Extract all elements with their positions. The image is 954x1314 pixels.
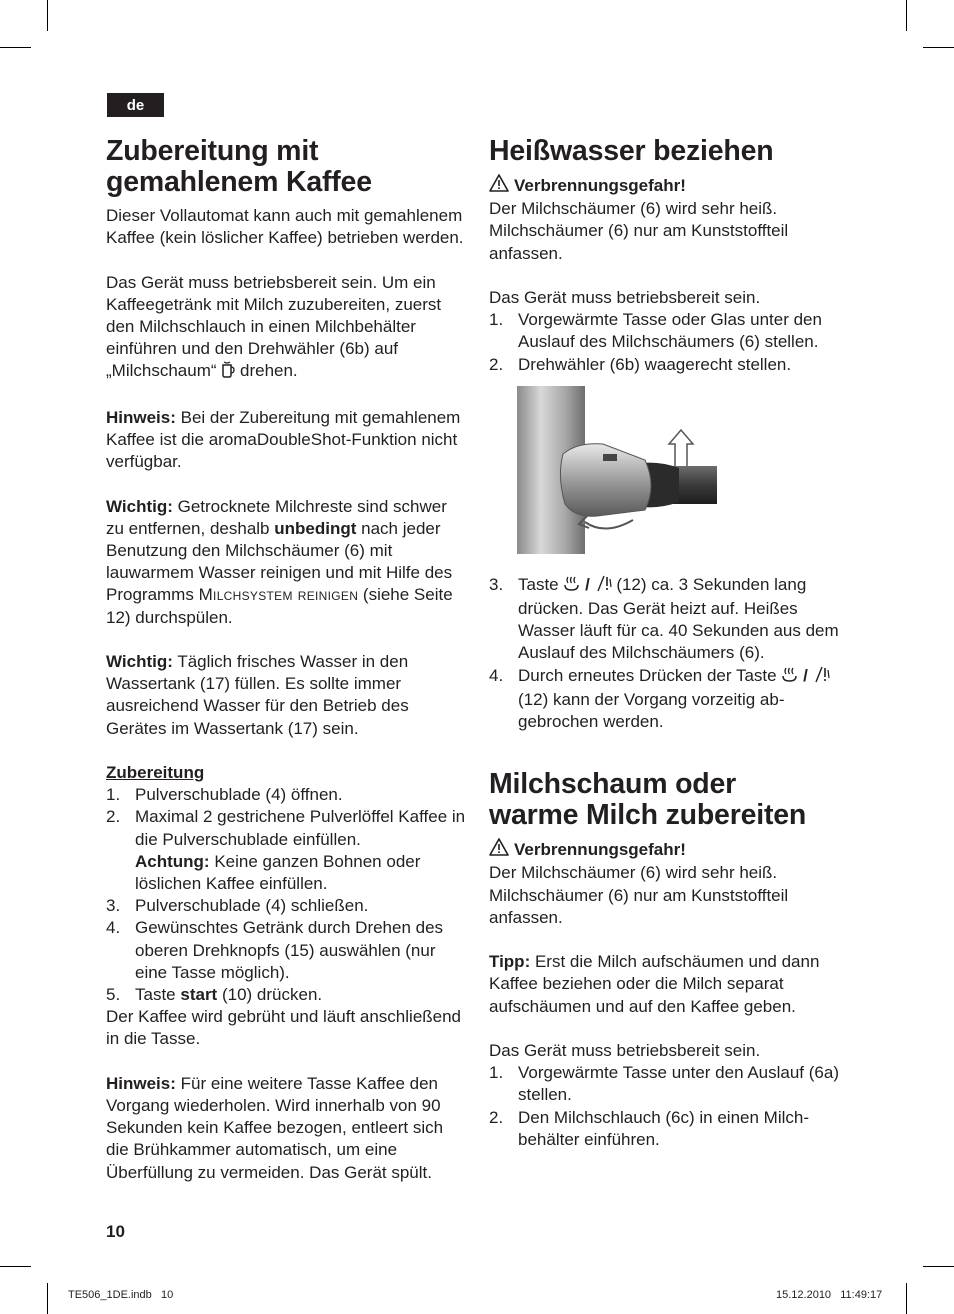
- caution-label: Achtung:: [135, 851, 210, 871]
- step-text: Den Milchschlauch (6c) in einen Milchbehälter einführen.: [518, 1107, 810, 1149]
- hot-water-steps: [489, 309, 851, 376]
- rotary-selector-illustration: [517, 386, 717, 554]
- slash: /: [803, 665, 808, 685]
- step-text: Taste: [518, 574, 559, 594]
- step-number: 2.: [489, 1107, 504, 1127]
- title-line: Milchschaum oder: [489, 768, 737, 801]
- program-name: Milchsystem reinigen: [198, 585, 359, 605]
- list-item: [106, 917, 468, 984]
- step-number: 3.: [489, 574, 504, 594]
- title-line: warme Milch zubereiten: [489, 799, 807, 832]
- important-emphasis: unbedingt: [274, 518, 357, 538]
- list-item: [106, 895, 468, 917]
- crop-mark: [0, 47, 31, 48]
- hint-paragraph-2: [106, 1073, 468, 1184]
- step-number: 4.: [106, 918, 121, 938]
- hint-label: Hinweis:: [106, 1073, 176, 1093]
- list-item: [489, 665, 851, 734]
- step-text: Drehwähler (6b) waagerecht stellen.: [518, 354, 792, 374]
- step-number: 4.: [489, 665, 504, 685]
- important-text: Täglich frisches Wasser in den Wassertank (17) füllen. Es sollte immer ausreichend Wasser für den Betrieb des Gerätes im Wassertank (17) sein.: [106, 652, 409, 738]
- hint-text: Bei der Zubereitung mit gemahlenem Kaffee ist die aromaDoubleShot-Funktion nicht verfügbar.: [106, 407, 461, 472]
- step-number: 1.: [489, 1063, 504, 1083]
- crop-mark: [47, 0, 48, 31]
- ready-paragraph: Das Gerät muss betriebsbereit sein.: [489, 1041, 761, 1061]
- list-item: [489, 574, 851, 665]
- crop-mark: [923, 47, 954, 48]
- step-text: Pulverschublade (4) öffnen.: [135, 785, 343, 805]
- preparation-steps: [106, 784, 468, 1006]
- list-item: [489, 1062, 851, 1106]
- crop-mark: [0, 1266, 31, 1267]
- important-label: Wichtig:: [106, 652, 173, 671]
- left-column: [106, 136, 468, 1184]
- burn-warning-2: [489, 838, 851, 862]
- step-text: Vorgewärmte Tasse unter den Auslauf (6a) stellen.: [518, 1063, 839, 1105]
- preparation-heading-text: Zubereitung: [106, 763, 205, 782]
- step-text: Vorgewärmte Tasse oder Glas unter den Auslauf des Milchschäumers (6) stellen.: [518, 310, 822, 352]
- important-text: (siehe Seite 12) durchspülen.: [106, 585, 453, 627]
- hint-label: Hinweis:: [106, 407, 176, 427]
- hint-text: Für eine weitere Tasse Kaffee den Vorgang wiederholen. Wird innerhalb von 90 Sekunden kein Kaffee bezogen, entleert sich die Brühkammer automatisch, um eine Überfüllung zu vermeiden. Das Gerät spült.: [106, 1073, 444, 1182]
- page-number: 10: [106, 1222, 125, 1241]
- warning-text: Der Milchschäumer (6) wird sehr heiß. Milchschäumer (6) nur am Kunststoffteil anfassen.: [489, 863, 789, 927]
- important-text: Getrocknete Milchreste sind schwer zu entfernen, deshalb: [106, 496, 447, 538]
- important-label: Wichtig:: [106, 496, 173, 516]
- list-item: [489, 309, 851, 353]
- crop-mark: [923, 1266, 954, 1267]
- step-number: 2.: [106, 807, 121, 827]
- language-tab: de: [107, 93, 164, 117]
- tip-label: Tipp:: [489, 952, 531, 972]
- ready-text: Das Gerät muss betriebsbereit sein. Um ein Kaffeegetränk mit Milch zuzubereiten, zuerst den Milchschlauch in einen Milchbehälter einführen und den Drehwähler (6b) auf „Milchschaum“: [106, 272, 442, 381]
- hot-water-icon: [595, 575, 612, 598]
- tip-text: Erst die Milch aufschäumen und dann Kaffee beziehen oder die Milch separat aufschäumen und auf den Kaffee geben.: [489, 952, 820, 1016]
- title-line: Zubereitung mit: [106, 135, 319, 167]
- burn-warning-1: [489, 174, 851, 198]
- step-number: 2.: [489, 354, 504, 374]
- crop-mark: [906, 0, 907, 31]
- slash: /: [585, 574, 590, 594]
- important-text: nach jeder Benutzung den Milchschäumer (6) mit lauwarmem Wasser reinigen und mit Hilfe des Programms: [106, 518, 453, 605]
- caution-text: Keine ganzen Bohnen oder löslichen Kaffee einfüllen.: [135, 851, 421, 894]
- title-line: gemahlenem Kaffee: [106, 166, 372, 198]
- milk-steps: [489, 1062, 851, 1151]
- crop-mark: [906, 1283, 907, 1314]
- warning-text: Der Milchschäumer (6) wird sehr heiß. Milchschäumer (6) nur am Kunststoffteil anfassen.: [489, 199, 789, 263]
- section-title-ground-coffee: [106, 136, 468, 198]
- ready-paragraph: [106, 272, 468, 385]
- warning-triangle-icon: [489, 174, 514, 198]
- list-item: [106, 784, 468, 806]
- section-title-milk-froth: [489, 769, 851, 831]
- step-text: (12) kann der Vorgang vorzeitig abgebrochen werden.: [518, 689, 785, 732]
- hot-water-steps-continued: [489, 574, 851, 733]
- footer-timestamp: 15.12.2010 11:49:17: [776, 1289, 883, 1301]
- footer-file-info: TE506_1DE.indb 10: [68, 1289, 174, 1301]
- step-number: 3.: [106, 896, 121, 916]
- preparation-heading: [106, 762, 468, 784]
- brew-paragraph: Der Kaffee wird gebrüht und läuft anschließend in die Tasse.: [106, 1007, 462, 1049]
- crop-mark: [47, 1283, 48, 1314]
- important-paragraph-2: [106, 651, 468, 740]
- warning-triangle-icon: [489, 838, 514, 862]
- section-title-hot-water: Heißwasser beziehen: [489, 135, 774, 167]
- list-item: [106, 984, 468, 1006]
- step-text: Durch erneutes Drücken der Taste: [518, 665, 777, 685]
- list-item: [489, 354, 851, 376]
- tip-paragraph: [489, 951, 851, 1018]
- step-number: 1.: [489, 310, 504, 330]
- ready-paragraph: Das Gerät muss betriebsbereit sein.: [489, 288, 761, 307]
- list-item: [489, 1107, 851, 1151]
- step-text: Gewünschtes Getränk durch Drehen des oberen Drehknopfs (15) auswählen (nur eine Tasse möglich).: [135, 918, 444, 982]
- start-key-label: start: [180, 985, 218, 1005]
- step-text: (12) ca. 3 Sekunden lang drücken. Das Gerät heizt auf. Heißes Wasser läuft für ca. 40 Sekunden aus dem Auslauf des Milchschäumers (6).: [518, 574, 839, 663]
- hot-water-icon: [813, 666, 830, 689]
- ready-text-end: drehen.: [240, 361, 298, 381]
- steam-icon: [781, 666, 798, 689]
- warning-label: Verbrennungsgefahr!: [514, 176, 686, 195]
- important-paragraph-1: [106, 496, 468, 629]
- hint-paragraph-1: [106, 407, 468, 474]
- right-column: [489, 136, 851, 1151]
- steam-icon: [563, 575, 580, 598]
- intro-paragraph: Dieser Vollautomat kann auch mit gemahlenem Kaffee (kein löslicher Kaffee) betrieben werden.: [106, 206, 464, 248]
- step-text: Maximal 2 gestrichene Pulverlöffel Kaffee in die Pulverschublade einfüllen.: [135, 807, 466, 849]
- list-item: [106, 806, 468, 895]
- step-text: Pulverschublade (4) schließen.: [135, 896, 369, 916]
- warning-label: Verbrennungsgefahr!: [514, 840, 686, 860]
- step-text: (10) drücken.: [221, 985, 323, 1005]
- milk-froth-cup-icon: [221, 361, 235, 384]
- step-number: 1.: [106, 785, 121, 805]
- step-text: Taste: [135, 985, 176, 1005]
- step-number: 5.: [106, 985, 121, 1005]
